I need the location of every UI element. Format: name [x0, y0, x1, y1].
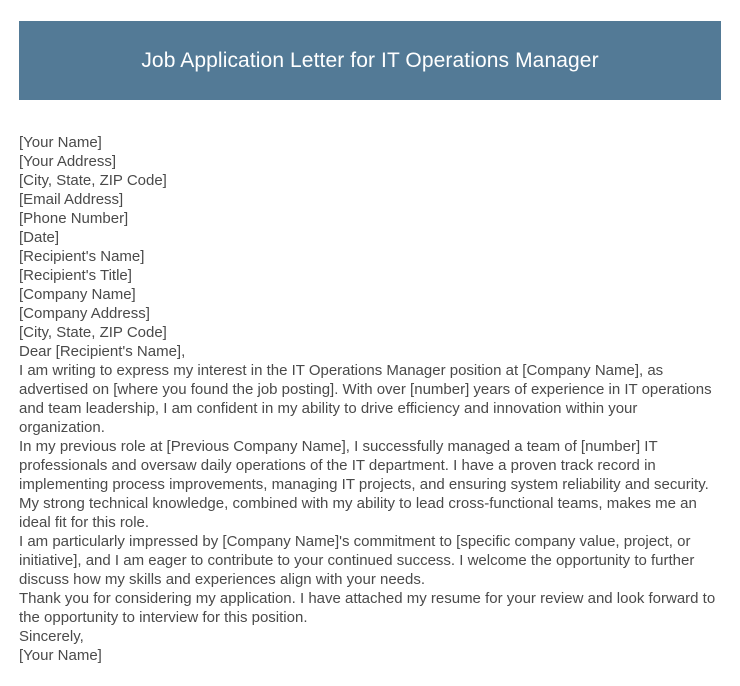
recipient-line-address: [Company Address] — [19, 305, 150, 322]
body-paragraph-2: In my previous role at [Previous Company Name], I successfully managed a team of [number] IT professionals and oversaw daily operations of the IT department. I have a proven track record in implementing process improvements, managing IT projects, and ensuring system reliability and security. My strong technical knowledge, combined with my ability to lead cross-functional teams, makes me an ideal fit for this role. — [19, 438, 709, 531]
document-header-banner — [19, 21, 721, 100]
recipient-line-title: [Recipient's Title] — [19, 267, 132, 284]
sender-line-phone: [Phone Number] — [19, 210, 129, 227]
sender-line-address: [Your Address] — [19, 153, 117, 170]
closing-line: Sincerely, — [19, 628, 84, 645]
recipient-address-block — [19, 247, 722, 342]
sender-line-name: [Your Name] — [19, 134, 102, 151]
sender-address-block — [19, 133, 722, 247]
recipient-line-name: [Recipient's Name] — [19, 248, 145, 265]
sender-line-date: [Date] — [19, 229, 60, 246]
recipient-line-company: [Company Name] — [19, 286, 136, 303]
body-paragraph-4: Thank you for considering my application. I have attached my resume for your review and look forward to the opportunity to interview for this position. — [19, 590, 716, 626]
body-paragraph-3: I am particularly impressed by [Company Name]'s commitment to [specific company value, project, or initiative], and I am eager to contribute to your continued success. I welcome the opportunity to further discuss how my skills and experiences align with your needs. — [19, 533, 695, 588]
body-paragraph-1: I am writing to express my interest in the IT Operations Manager position at [Company Name], as advertised on [where you found the job posting]. With over [number] years of experience in IT operations and team leadership, I am confident in my ability to drive efficiency and innovation within your organization. — [19, 362, 712, 436]
salutation: Dear [Recipient's Name], — [19, 343, 186, 360]
letter-body — [19, 133, 722, 665]
sender-line-city-state: [City, State, ZIP Code] — [19, 172, 167, 189]
page-title: Job Application Letter for IT Operations Manager — [141, 48, 599, 72]
recipient-line-city-state: [City, State, ZIP Code] — [19, 324, 167, 341]
sender-line-email: [Email Address] — [19, 191, 124, 208]
signature-line: [Your Name] — [19, 647, 102, 664]
